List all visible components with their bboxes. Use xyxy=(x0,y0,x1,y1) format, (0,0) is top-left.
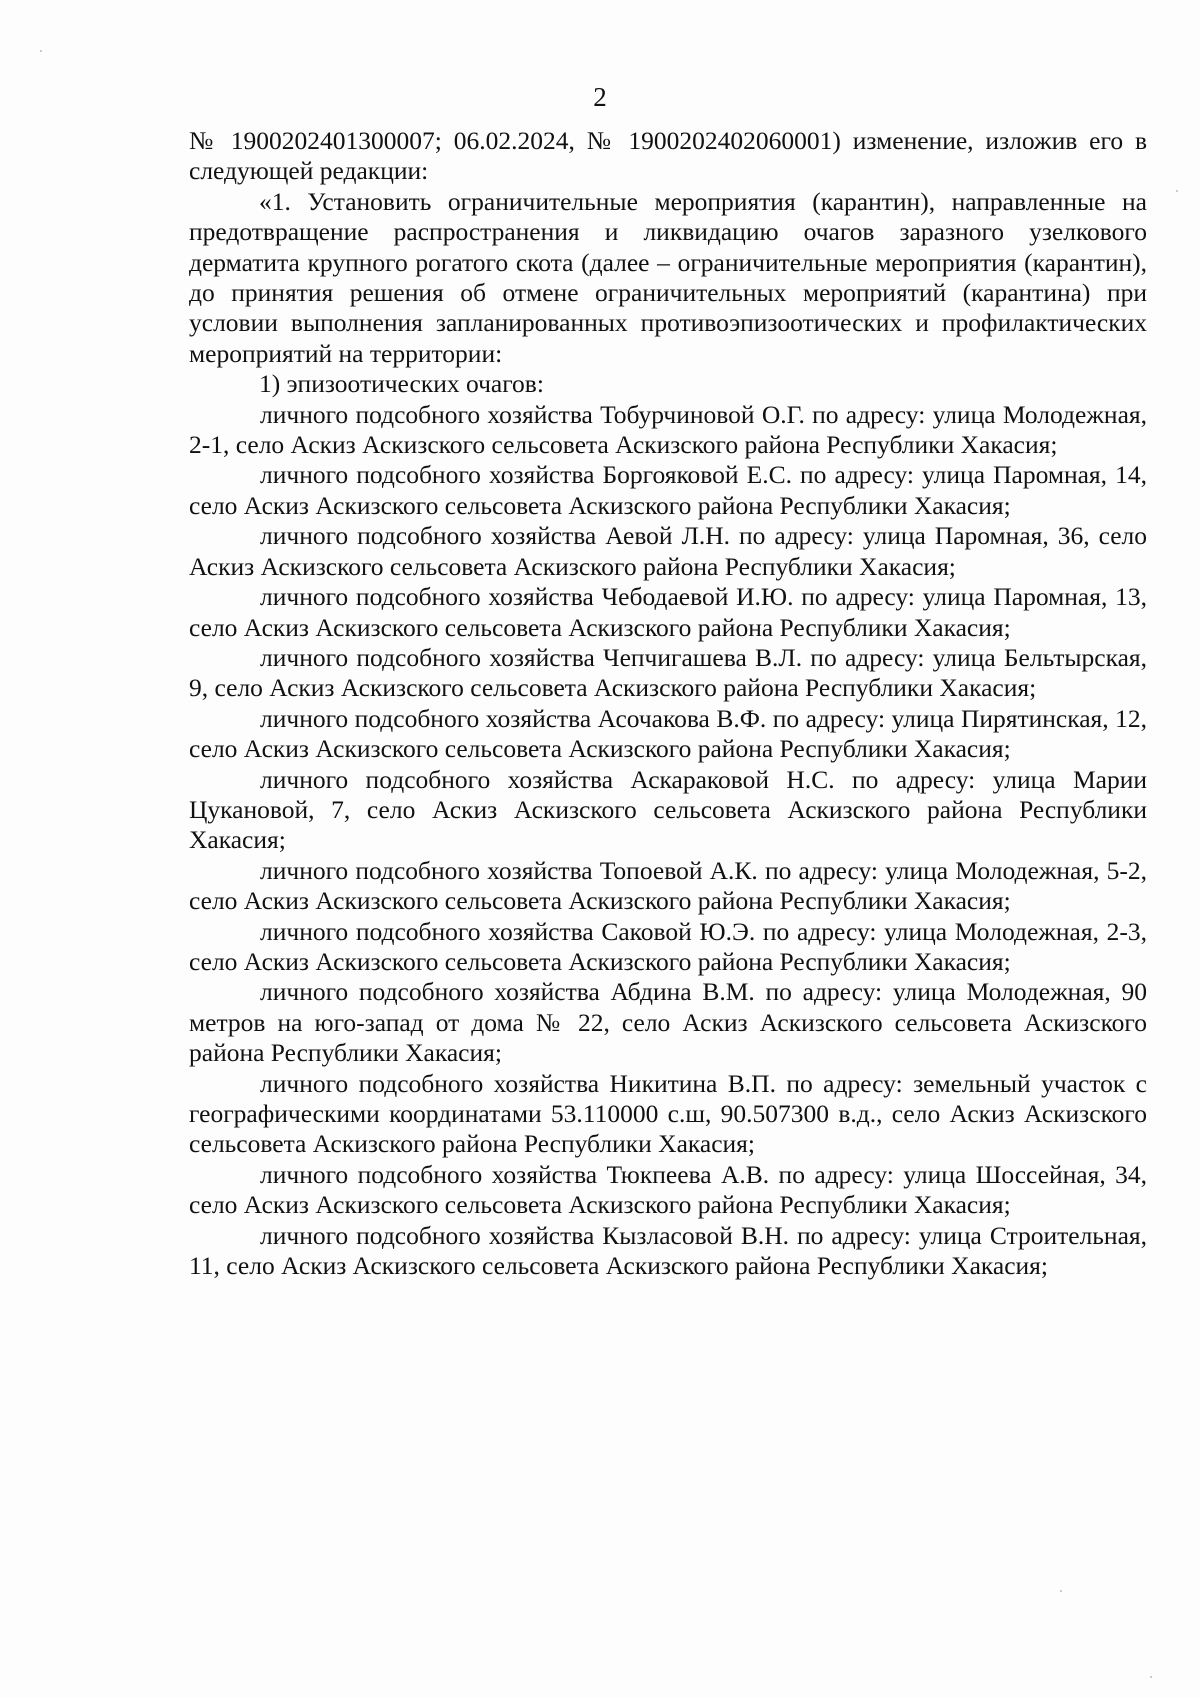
focus-item: личного подсобного хозяйства Чебодаевой И.Ю. по адресу: улица Паромная, 13, село Аскиз Аскизского сельсовета Аскизского района Республики Хакасия; xyxy=(189,582,1147,642)
intro-continuation: № 1900202401300007; 06.02.2024, № 1900202402060001) изменение, изложив его в следующей редакции: xyxy=(189,126,1147,186)
focus-item: личного подсобного хозяйства Боргояковой Е.С. по адресу: улица Паромная, 14, село Аскиз Аскизского сельсовета Аскизского района Республики Хакасия; xyxy=(189,460,1147,520)
document-body xyxy=(189,126,1147,1281)
scan-speck xyxy=(40,50,42,52)
focus-item: личного подсобного хозяйства Аевой Л.Н. по адресу: улица Паромная, 36, село Аскиз Аскизского сельсовета Аскизского района Республики Хакасия; xyxy=(189,521,1147,581)
scan-speck xyxy=(1176,190,1178,192)
focus-item: личного подсобного хозяйства Никитина В.П. по адресу: земельный участок с географическими координатами 53.110000 с.ш, 90.507300 в.д., село Аскиз Аскизского сельсовета Аскизского района Республики Хакасия; xyxy=(189,1068,1147,1159)
focus-item: личного подсобного хозяйства Аскараковой Н.С. по адресу: улица Марии Цукановой, 7, село Аскиз Аскизского сельсовета Аскизского района Республики Хакасия; xyxy=(189,764,1147,855)
focus-item: личного подсобного хозяйства Саковой Ю.Э. по адресу: улица Молодежная, 2-3, село Аскиз Аскизского сельсовета Аскизского района Республики Хакасия; xyxy=(189,916,1147,976)
focus-item: личного подсобного хозяйства Абдина В.М. по адресу: улица Молодежная, 90 метров на юго-запад от дома № 22, село Аскиз Аскизского сельсовета Аскизского района Республики Хакасия; xyxy=(189,977,1147,1068)
subitem-1: 1) эпизоотических очагов: xyxy=(259,369,544,399)
page-number: 2 xyxy=(593,82,607,112)
focus-item: личного подсобного хозяйства Тюкпеева А.В. по адресу: улица Шоссейная, 34, село Аскиз Аскизского сельсовета Аскизского района Республики Хакасия; xyxy=(189,1159,1147,1220)
scan-speck xyxy=(1150,1676,1152,1678)
focus-item: личного подсобного хозяйства Тобурчиновой О.Г. по адресу: улица Молодежная, 2-1, село Аскиз Аскизского сельсовета Аскизского района Республики Хакасия; xyxy=(189,399,1147,460)
focus-item: личного подсобного хозяйства Чепчигашева В.Л. по адресу: улица Бельтырская, 9, село Аскиз Аскизского сельсовета Аскизского района Республики Хакасия; xyxy=(189,642,1147,703)
focus-item: личного подсобного хозяйства Кызласовой В.Н. по адресу: улица Строительная, 11, село Аскиз Аскизского сельсовета Аскизского района Республики Хакасия; xyxy=(189,1220,1147,1281)
clause-1: «1. Установить ограничительные мероприятия (карантин), направленные на предотвращение распространения и ликвидацию очагов заразного узелкового дерматита крупного рогатого скота (далее – ограничительные мероприятия (карантин), до принятия решения об отмене ограничительных мероприятий (карантина) при условии выполнения запланированных противоэпизоотических и профилактических мероприятий на территории: xyxy=(189,186,1147,368)
scan-speck xyxy=(1060,1590,1062,1592)
focus-item: личного подсобного хозяйства Топоевой А.К. по адресу: улица Молодежная, 5-2, село Аскиз Аскизского сельсовета Аскизского района Республики Хакасия; xyxy=(189,855,1147,916)
focus-item: личного подсобного хозяйства Асочакова В.Ф. по адресу: улица Пирятинская, 12, село Аскиз Аскизского сельсовета Аскизского района Республики Хакасия; xyxy=(189,703,1147,764)
